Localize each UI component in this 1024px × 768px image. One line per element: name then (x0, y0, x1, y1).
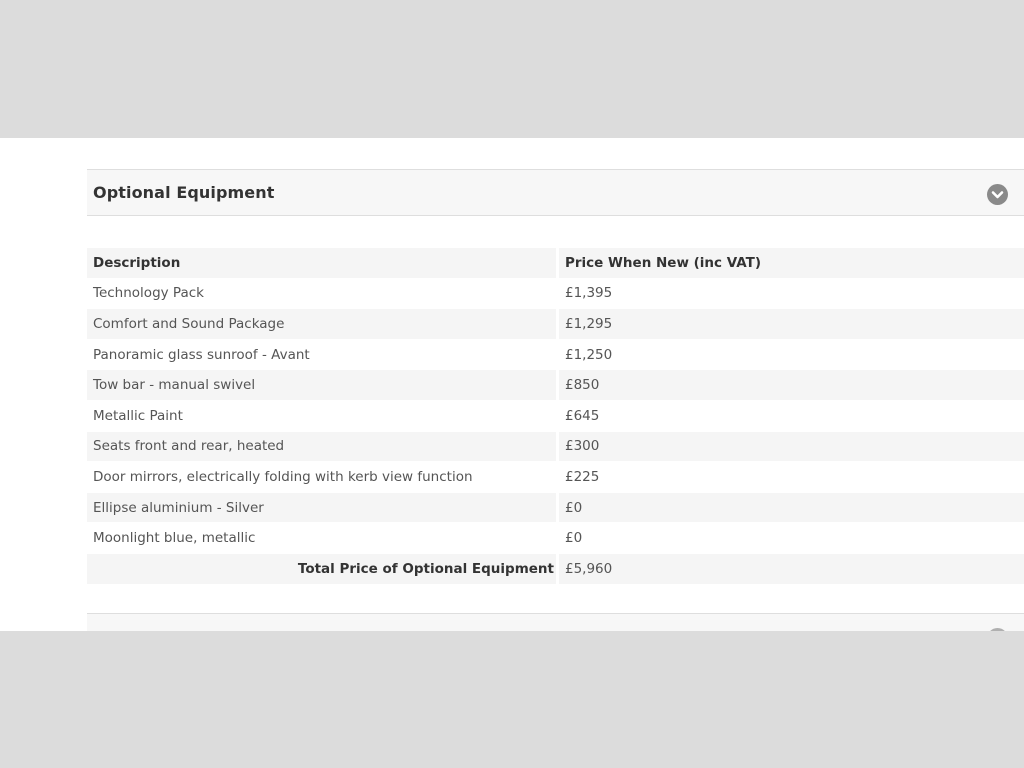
table-row (87, 309, 1024, 339)
row-description: Ellipse aluminium - Silver (87, 493, 556, 523)
row-description: Door mirrors, electrically folding with kerb view function (87, 462, 556, 492)
column-header-description: Description (87, 248, 556, 278)
row-price: £1,250 (559, 340, 1024, 370)
row-price: £645 (559, 401, 1024, 431)
table-row (87, 493, 1024, 523)
next-panel-header[interactable] (87, 613, 1024, 631)
table-row (87, 432, 1024, 462)
optional-equipment-table (87, 247, 1024, 585)
row-description: Technology Pack (87, 279, 556, 309)
table-header-row (87, 248, 1024, 278)
table-row (87, 401, 1024, 431)
table-row (87, 279, 1024, 309)
total-label: Total Price of Optional Equipment (87, 554, 556, 584)
row-price: £1,295 (559, 309, 1024, 339)
row-description: Tow bar - manual swivel (87, 370, 556, 400)
table-row (87, 462, 1024, 492)
column-header-price: Price When New (inc VAT) (559, 248, 1024, 278)
panel-title: Optional Equipment (93, 183, 275, 202)
row-description: Comfort and Sound Package (87, 309, 556, 339)
table-row (87, 340, 1024, 370)
optional-equipment-panel-header[interactable] (87, 169, 1024, 216)
row-description: Seats front and rear, heated (87, 432, 556, 462)
table-total-row (87, 554, 1024, 584)
table-row (87, 523, 1024, 553)
row-description: Metallic Paint (87, 401, 556, 431)
row-price: £0 (559, 523, 1024, 553)
row-description: Panoramic glass sunroof - Avant (87, 340, 556, 370)
bottom-letterbox (0, 631, 1024, 768)
page-content (0, 138, 1024, 631)
row-price: £1,395 (559, 279, 1024, 309)
chevron-down-icon[interactable] (987, 184, 1008, 205)
total-value: £5,960 (559, 554, 1024, 584)
row-description: Moonlight blue, metallic (87, 523, 556, 553)
table-row (87, 370, 1024, 400)
row-price: £300 (559, 432, 1024, 462)
row-price: £850 (559, 370, 1024, 400)
row-price: £0 (559, 493, 1024, 523)
top-letterbox (0, 0, 1024, 138)
row-price: £225 (559, 462, 1024, 492)
